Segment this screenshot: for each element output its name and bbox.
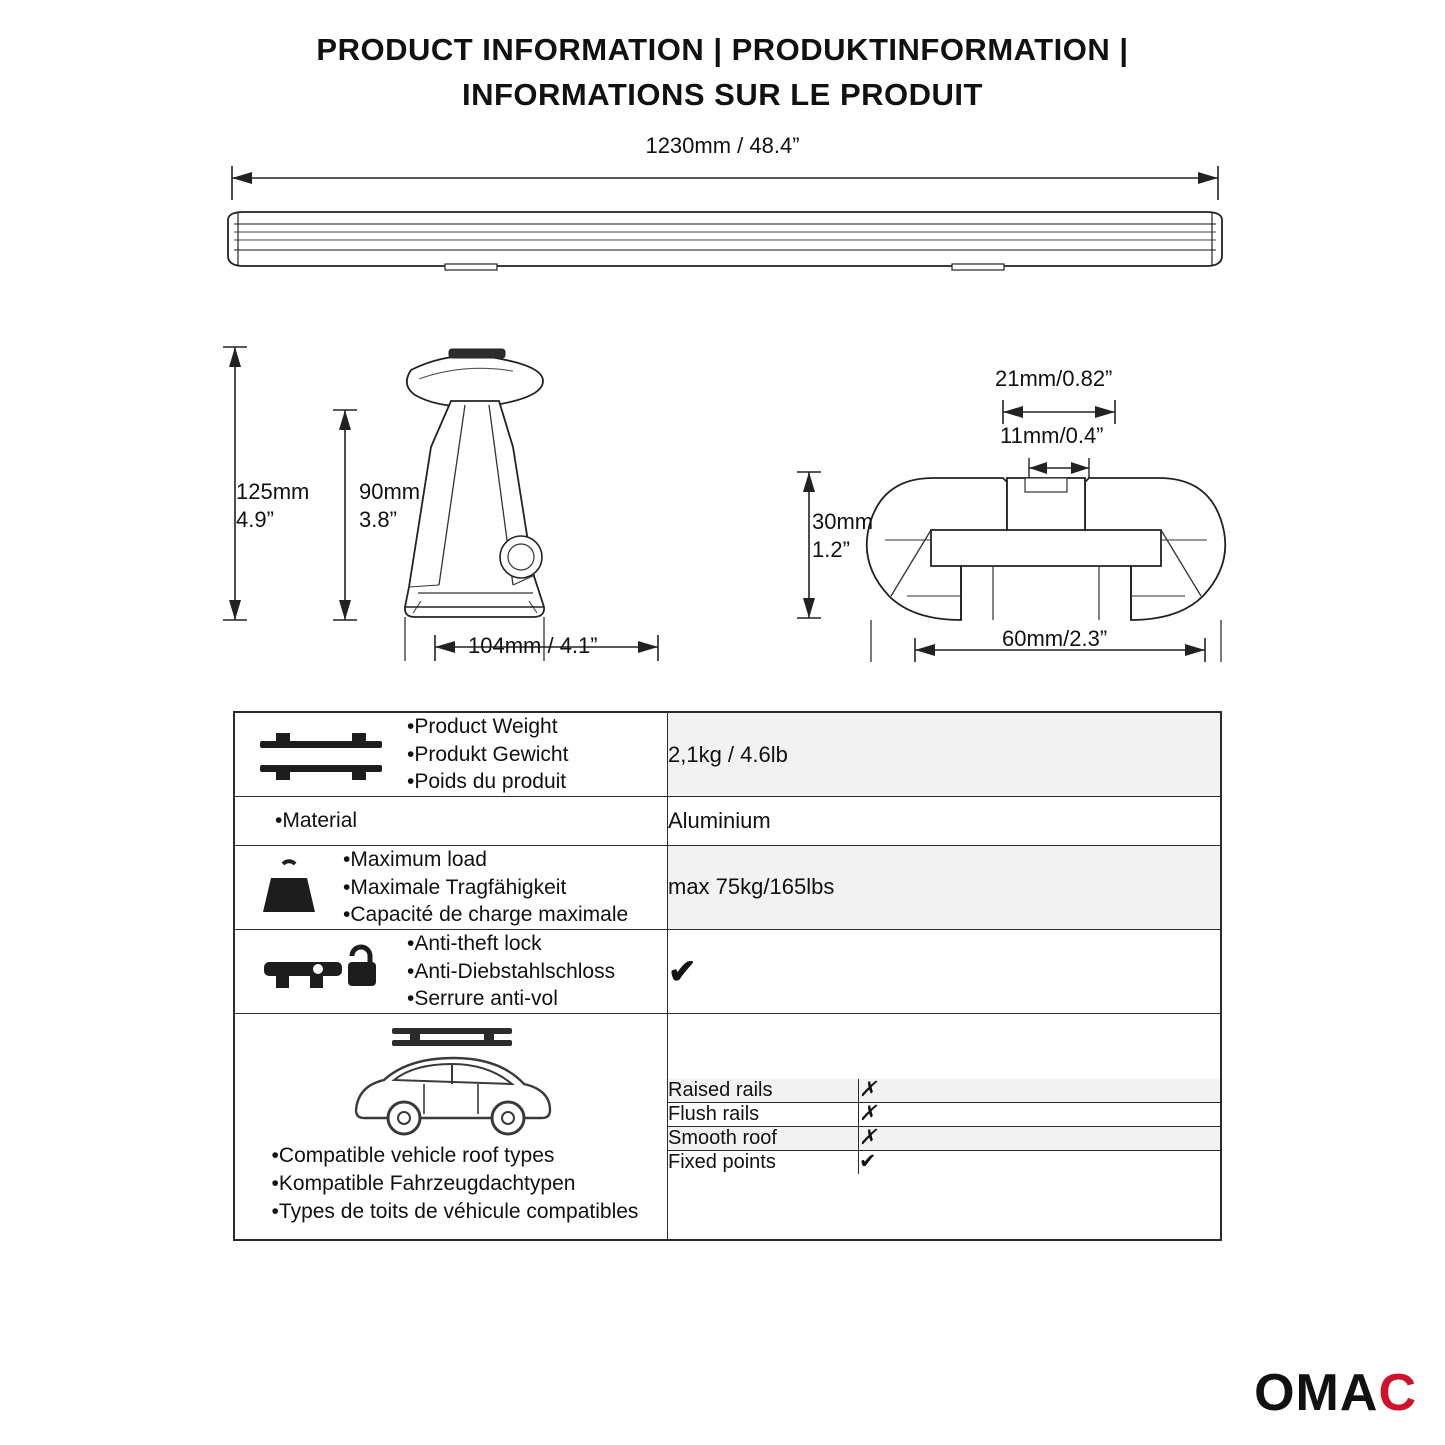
anti-theft-check: ✔ bbox=[668, 952, 697, 991]
max-load-label-fr: •Capacité de charge maximale bbox=[343, 903, 629, 927]
roof-type-name: Smooth roof bbox=[668, 1127, 859, 1151]
table-row bbox=[235, 713, 1221, 797]
roof-type-mark bbox=[859, 1151, 1221, 1175]
logo-a: A bbox=[1339, 1364, 1379, 1422]
roof-type-mark-glyph: ✗ bbox=[859, 1102, 877, 1126]
table-row bbox=[235, 845, 1221, 929]
weight-label-de: •Produkt Gewicht bbox=[407, 742, 569, 766]
roof-type-row bbox=[668, 1103, 1220, 1127]
roof-types-matrix bbox=[668, 1014, 1221, 1240]
roof-type-row bbox=[668, 1151, 1220, 1175]
title-line-1: PRODUCT INFORMATION | PRODUKTINFORMATION | bbox=[316, 32, 1129, 67]
roof-type-mark bbox=[859, 1079, 1221, 1103]
profile-width-label: 60mm/2.3” bbox=[1002, 626, 1108, 651]
profile-height-in: 1.2” bbox=[812, 536, 850, 562]
anti-theft-label-cell bbox=[235, 930, 668, 1014]
roof-type-mark-glyph: ✗ bbox=[859, 1078, 877, 1102]
roof-types-label-fr: •Types de toits de véhicule compatibles bbox=[271, 1199, 639, 1223]
max-load-label-en: •Maximum load bbox=[343, 847, 487, 871]
max-load-label-de: •Maximale Tragfähigkeit bbox=[343, 875, 567, 899]
roof-type-name: Raised rails bbox=[668, 1079, 859, 1103]
anti-theft-label-fr: •Serrure anti-vol bbox=[407, 987, 558, 1011]
roof-type-mark-glyph: ✗ bbox=[859, 1126, 877, 1150]
weight-label-cell bbox=[235, 713, 668, 797]
foot-total-height-in: 4.9” bbox=[236, 506, 274, 532]
material-label-cell bbox=[235, 797, 668, 846]
profile-height-label bbox=[812, 508, 873, 563]
lock-icon bbox=[235, 942, 407, 1002]
roof-type-row bbox=[668, 1079, 1220, 1103]
roof-types-label-en: •Compatible vehicle roof types bbox=[271, 1144, 555, 1168]
table-row bbox=[235, 797, 1221, 846]
foot-inner-height-mm: 90mm bbox=[359, 479, 421, 504]
bar-length-label: 1230mm / 48.4” bbox=[645, 133, 800, 158]
specification-table bbox=[233, 711, 1222, 1241]
crossbars-icon bbox=[235, 727, 407, 783]
roof-type-mark bbox=[859, 1127, 1221, 1151]
anti-theft-labels bbox=[407, 930, 615, 1013]
logo-c: C bbox=[1378, 1364, 1417, 1422]
material-value: Aluminium bbox=[668, 797, 1221, 846]
roof-type-mark-glyph: ✔ bbox=[859, 1150, 877, 1174]
omac-logo bbox=[1254, 1363, 1417, 1423]
roof-type-name: Fixed points bbox=[668, 1151, 859, 1175]
roof-types-label-de: •Kompatible Fahrzeugdachtypen bbox=[271, 1171, 576, 1195]
max-load-labels bbox=[343, 846, 628, 929]
weight-labels bbox=[407, 713, 568, 796]
foot-inner-height-in: 3.8” bbox=[359, 506, 397, 532]
profile-slot-outer-label: 21mm/0.82” bbox=[995, 366, 1113, 391]
car-with-roofrack-icon bbox=[336, 1014, 566, 1142]
table-row bbox=[235, 930, 1221, 1014]
profile-height-mm: 30mm bbox=[812, 509, 874, 534]
roof-types-labels bbox=[250, 1142, 653, 1239]
max-load-value: max 75kg/165lbs bbox=[668, 845, 1221, 929]
table-row bbox=[235, 1014, 1221, 1240]
weight-label-fr: •Poids du produit bbox=[407, 770, 567, 794]
foot-inner-height-label bbox=[359, 478, 420, 533]
max-load-label-cell bbox=[235, 845, 668, 929]
roof-type-mark bbox=[859, 1103, 1221, 1127]
roof-type-row bbox=[668, 1127, 1220, 1151]
profile-slot-inner-label: 11mm/0.4” bbox=[1000, 423, 1104, 448]
anti-theft-value bbox=[668, 930, 1221, 1014]
foot-total-height-mm: 125mm bbox=[236, 479, 310, 504]
logo-om: OM bbox=[1254, 1364, 1340, 1422]
weight-value: 2,1kg / 4.6lb bbox=[668, 713, 1221, 797]
foot-total-height-label bbox=[236, 478, 309, 533]
anti-theft-label-en: •Anti-theft lock bbox=[407, 932, 542, 956]
weight-icon bbox=[235, 856, 343, 918]
foot-width-label: 104mm / 4.1” bbox=[468, 633, 598, 658]
anti-theft-label-de: •Anti-Diebstahlschloss bbox=[407, 959, 616, 983]
page-title bbox=[0, 28, 1445, 118]
material-label: •Material bbox=[275, 809, 358, 833]
title-line-2: INFORMATIONS SUR LE PRODUIT bbox=[462, 76, 983, 112]
crossbar-length-drawing bbox=[210, 160, 1240, 290]
weight-label-en: •Product Weight bbox=[407, 715, 558, 738]
roof-types-label-cell bbox=[235, 1014, 668, 1240]
roof-type-name: Flush rails bbox=[668, 1103, 859, 1127]
